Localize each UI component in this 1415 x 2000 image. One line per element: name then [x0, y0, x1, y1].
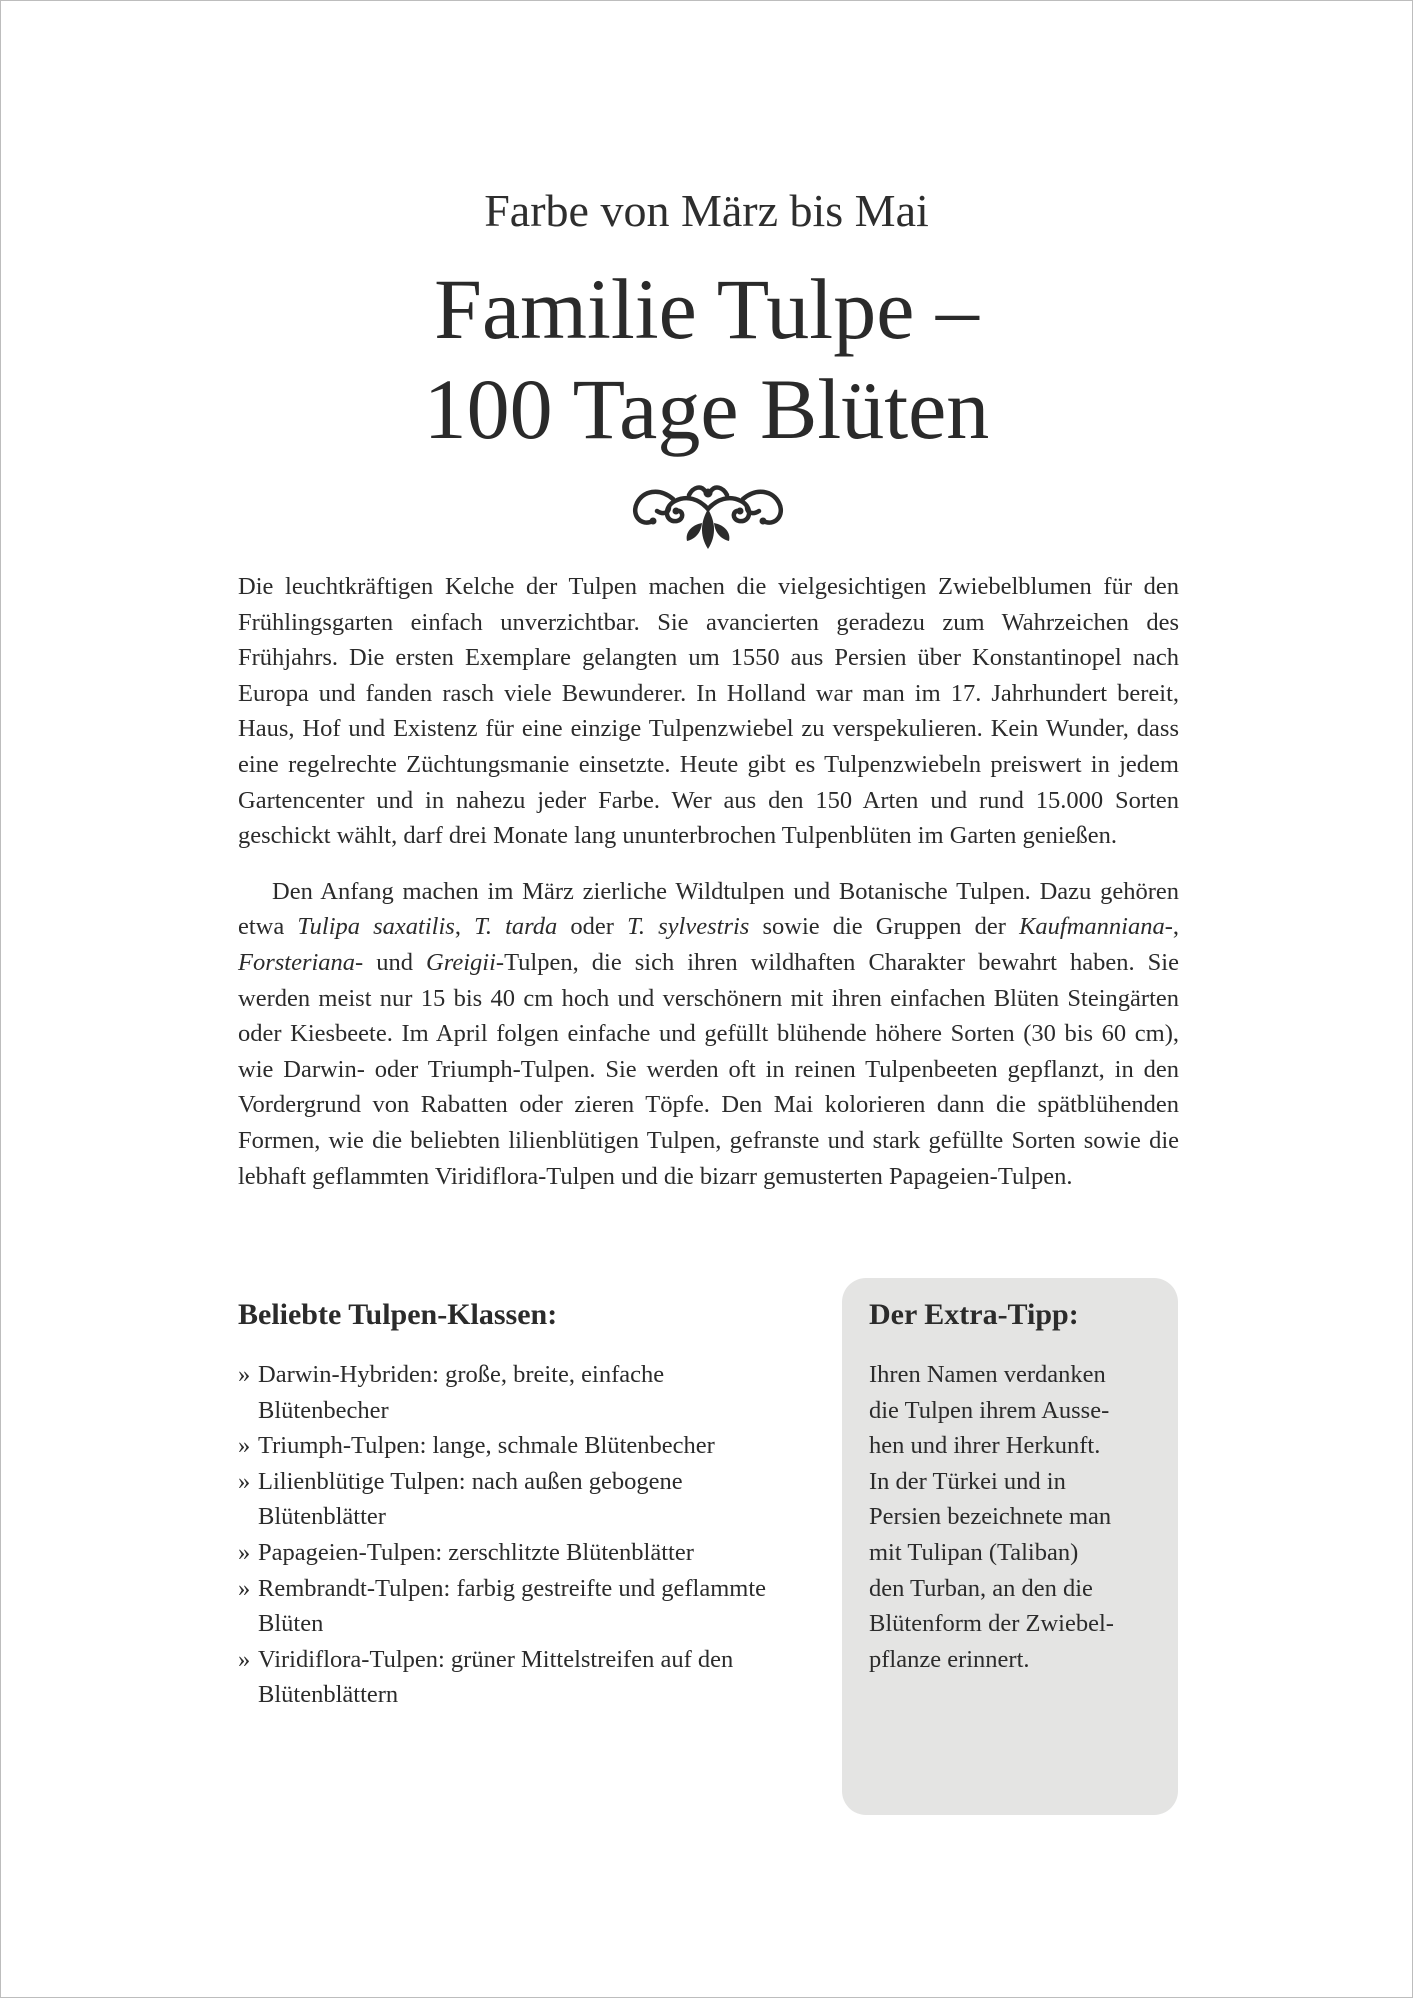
- page-title: [1, 259, 1412, 459]
- second-paragraph: [238, 874, 1179, 1194]
- list-item: [238, 1357, 798, 1428]
- group-name: Forsteriana-: [238, 948, 364, 976]
- tip-line: die Tulpen ihrem Ausse-: [869, 1396, 1110, 1424]
- list-item-text: Lilienblütige Tulpen: nach außen gebogene Blütenblätter: [258, 1467, 683, 1531]
- intro-paragraph-text: Die leuchtkräftigen Kelche der Tulpen machen die vielgesichtigen Zwiebelblumen für den Frühlingsgarten einfach unverzichtbar. Sie avancierten geradezu zum Wahrzeichen des Frühjahrs. Die ersten Exemplare gelangten um 1550 aus Persien über Konstantinopel nach Europa und fanden rasch viele Bewunderer. In Holland war man im 17. Jahrhundert bereit, Haus, Hof und Existenz für eine einzige Tulpenzwiebel zu verspekulieren. Kein Wunder, dass eine regelrechte Züchtungsmanie einsetzte. Heute gibt es Tulpenzwiebeln preiswert in jedem Gartencenter und in nahezu jeder Farbe. Wer aus den 150 Arten und rund 15.000 Sorten geschickt wählt, darf drei Monate lang ununterbrochen Tulpenblüten im Garten genießen.: [238, 573, 1179, 850]
- article-body: [238, 569, 1179, 1194]
- second-paragraph-text-7: -Tulpen, die sich ihren wildhaften Charakter bewahrt haben. Sie werden meist nur 15 bis 40 cm hoch und verschönern mit ihren einfachen Blüten Steingärten oder Kiesbeete. Im April folgen einfache und gefüllt blühende höhere Sorten (30 bis 60 cm), wie Darwin- oder Triumph-Tulpen. Sie werden oft in reinen Tulpenbeeten gepflanzt, in den Vordergrund von Rabatten oder zieren Töpfe. Den Mai kolorieren dann die spätblühenden Formen, wie die beliebten lilienblütigen Tulpen, gefranste und stark gefüllte Sorten sowie die lebhaft geflammten Viridiflora-Tulpen und die bizarr gemusterten Papageien-Tulpen.: [238, 948, 1179, 1190]
- tip-line: Ihren Namen verdanken: [869, 1361, 1106, 1388]
- tip-line: Persien bezeichnete man: [869, 1503, 1112, 1531]
- tulip-classes-list: [238, 1357, 798, 1713]
- second-paragraph-text-1: Den Anfang machen im März zierliche Wildtulpen und Botanische Tulpen. Dazu gehören etwa: [238, 877, 1179, 941]
- species-name: Tulipa saxatilis: [297, 913, 455, 941]
- classes-heading: Beliebte Tulpen-Klassen:: [238, 1298, 558, 1331]
- tip-line: mit Tulipan (Taliban): [869, 1538, 1079, 1566]
- bullet-marker: »: [238, 1645, 251, 1673]
- bullet-marker: »: [238, 1467, 251, 1495]
- list-item: [238, 1642, 798, 1713]
- second-paragraph-text-6: und: [363, 948, 427, 976]
- bullet-marker: »: [238, 1432, 251, 1460]
- list-item: [238, 1464, 798, 1535]
- bullet-marker: »: [238, 1538, 251, 1566]
- intro-paragraph: [238, 569, 1179, 854]
- list-item: [238, 1535, 798, 1571]
- second-paragraph-text-2: ,: [454, 913, 475, 941]
- list-item: [238, 1428, 798, 1464]
- bullet-marker: »: [238, 1361, 251, 1388]
- tip-line: hen und ihrer Herkunft.: [869, 1432, 1101, 1460]
- list-item-text: Triumph-Tulpen: lange, schmale Blütenbecher: [258, 1432, 715, 1460]
- group-name: Kaufmanniana-: [1019, 913, 1173, 941]
- second-paragraph-text-5: ,: [1172, 913, 1179, 941]
- list-item-text: Darwin-Hybriden: große, breite, einfache Blütenbecher: [258, 1361, 665, 1424]
- tip-line: pflanze erinnert.: [869, 1645, 1030, 1673]
- list-item-text: Viridiflora-Tulpen: grüner Mittelstreifen auf den Blütenblättern: [258, 1645, 734, 1709]
- tip-line: In der Türkei und in: [869, 1467, 1066, 1495]
- group-name: Greigii: [426, 948, 496, 976]
- tip-line: Blütenform der Zwiebel-: [869, 1610, 1114, 1638]
- tip-text: [869, 1357, 1161, 1677]
- title-line-2: 100 Tage Blüten: [423, 361, 990, 457]
- tip-heading: Der Extra-Tipp:: [869, 1298, 1079, 1331]
- page-subtitle: Farbe von März bis Mai: [484, 185, 929, 236]
- list-item: [238, 1571, 798, 1642]
- tip-line: den Turban, an den die: [869, 1574, 1093, 1602]
- bullet-marker: »: [238, 1574, 251, 1602]
- list-item-text: Papageien-Tulpen: zerschlitzte Blütenblätter: [258, 1538, 694, 1566]
- species-name: T. tarda: [474, 913, 558, 941]
- second-paragraph-text-3: oder: [557, 913, 628, 941]
- title-line-1: Familie Tulpe –: [434, 261, 979, 357]
- species-name: T. sylvestris: [627, 913, 750, 941]
- extra-tip-box: [842, 1278, 1178, 1815]
- second-paragraph-text-4: sowie die Gruppen der: [749, 913, 1020, 941]
- flourish-ornament-icon: [629, 479, 787, 551]
- list-item-text: Rembrandt-Tulpen: farbig gestreifte und geflammte Blüten: [258, 1574, 767, 1638]
